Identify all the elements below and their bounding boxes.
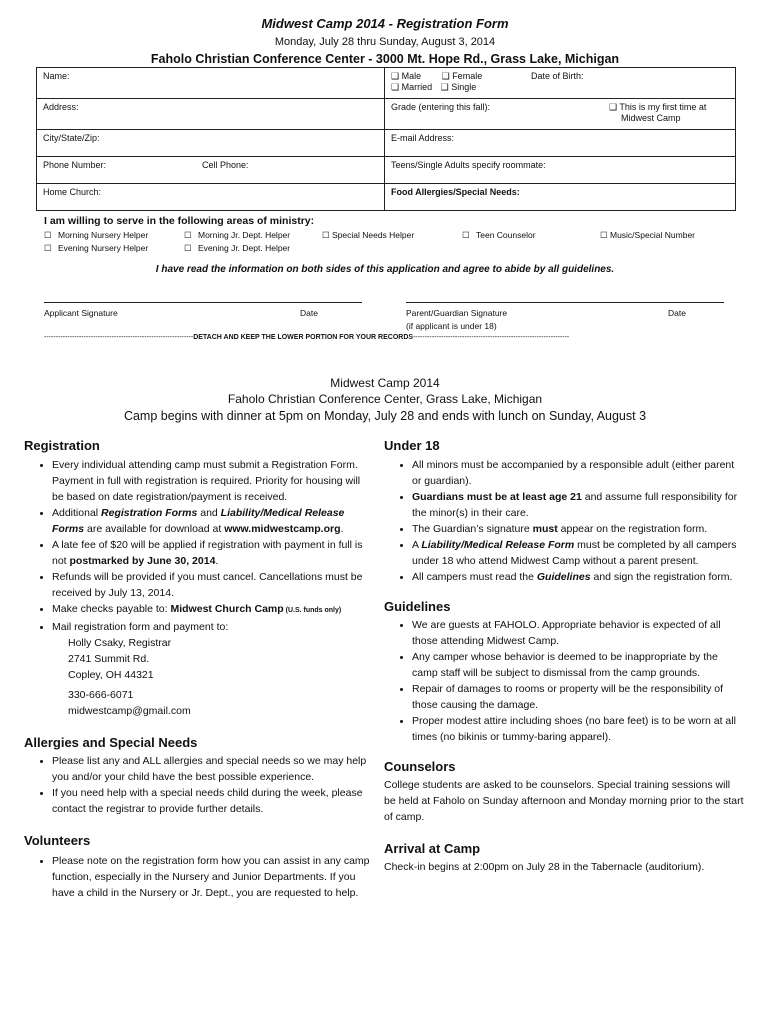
- grade-field[interactable]: Grade (entering this fall): ❑ This is my first time at Midwest Camp: [385, 99, 736, 130]
- parent-signature-line[interactable]: [406, 302, 724, 303]
- list-item: • All campers must read the Guidelines and sign the registration form.: [412, 569, 744, 585]
- list-item: • A Liability/Medical Release Form must be completed by all campers under 18 who attend Midwest Camp without a parent present.: [412, 537, 744, 569]
- counselors-heading: Counselors: [384, 759, 456, 774]
- list-item: • The Guardian’s signature must appear on the registration form.: [412, 521, 744, 537]
- agreement-statement: I have read the information on both sides of this application and agree to abide by all guidelines.: [155, 264, 615, 275]
- applicant-signature-label: Applicant Signature: [44, 308, 118, 318]
- guidelines-heading: Guidelines: [384, 599, 451, 614]
- under18-heading: Under 18: [384, 438, 440, 453]
- volunteers-heading: Volunteers: [24, 833, 91, 848]
- list-item: • Guardians must be at least age 21 and assume full responsibility for the minor(s) in their care.: [412, 489, 744, 521]
- camp-dates: Monday, July 28 thru Sunday, August 3, 2014: [274, 36, 496, 48]
- male-checkbox[interactable]: ❑ Male: [391, 71, 422, 81]
- single-checkbox[interactable]: ❑ Single: [440, 82, 477, 92]
- teen-counselor-checkbox[interactable]: ☐ Teen Counselor: [462, 230, 536, 240]
- serve-heading: I am willing to serve in the following areas of ministry:: [44, 215, 315, 227]
- applicant-signature-line[interactable]: [44, 302, 362, 303]
- first-time-checkbox[interactable]: ❑ This is my first time at Midwest Camp: [609, 102, 707, 123]
- cell-phone-field[interactable]: Cell Phone:: [202, 160, 249, 170]
- roommate-field[interactable]: Teens/Single Adults specify roommate:: [385, 157, 736, 184]
- detach-line: ----------------------------------------------------------------DETACH AND KEEP THE LOWER PORTION FOR YOUR RECORDS-------------------------------------------------------------------: [44, 334, 570, 341]
- phone-field[interactable]: Phone Number: Cell Phone:: [37, 157, 385, 184]
- name-field[interactable]: Name:: [37, 68, 385, 99]
- list-item: • We are guests at FAHOLO. Appropriate behavior is expected of all those attending Midwest Camp.: [412, 617, 744, 649]
- list-item: • Please note on the registration form how you can assist in any camp function, especially in the Nursery and Junior Departments. If you have a child in the Nursery or Jr. Dept., you are requested to help.: [52, 853, 372, 901]
- venue-address: Faholo Christian Conference Center - 3000 Mt. Hope Rd., Grass Lake, Michigan: [150, 52, 620, 66]
- music-checkbox[interactable]: ☐ Music/Special Number: [600, 230, 696, 240]
- address-field[interactable]: Address:: [37, 99, 385, 130]
- parent-signature-label: Parent/Guardian Signature: [406, 308, 508, 318]
- list-item: • Any camper whose behavior is deemed to be inappropriate by the camp staff will be subject to dismissal from the camp grounds.: [412, 649, 744, 681]
- registrar-email[interactable]: midwestcamp@gmail.com: [68, 705, 191, 717]
- applicant-date-label: Date: [300, 308, 318, 318]
- website-link[interactable]: www.midwestcamp.org: [224, 523, 341, 535]
- list-item: • Make checks payable to: Midwest Church Camp (U.S. funds only): [52, 601, 372, 619]
- morning-jr-checkbox[interactable]: ☐ Morning Jr. Dept. Helper: [184, 230, 291, 240]
- info-venue: Faholo Christian Conference Center, Grass Lake, Michigan: [227, 392, 543, 406]
- registration-heading: Registration: [24, 438, 100, 453]
- list-item: • Additional Registration Forms and Liability/Medical Release Forms are available for download at www.midwestcamp.org.: [52, 505, 372, 537]
- dob-field[interactable]: Date of Birth:: [531, 71, 584, 81]
- evening-jr-checkbox[interactable]: ☐ Evening Jr. Dept. Helper: [184, 243, 291, 253]
- city-state-zip-field[interactable]: City/State/Zip:: [37, 130, 385, 157]
- list-item: • Please list any and ALL allergies and special needs so we may help you and/or your child have the best possible experience.: [52, 753, 372, 785]
- home-church-field[interactable]: Home Church:: [37, 184, 385, 211]
- list-item: • If you need help with a special needs child during the week, please contact the registrar to provide further details.: [52, 785, 372, 817]
- list-item: • Mail registration form and payment to:: [52, 619, 372, 635]
- list-item: • Every individual attending camp must submit a Registration Form. Payment in full with registration is required. Priority for housing will be based on date registration/payment is received.: [52, 457, 372, 505]
- right-column: [384, 438, 744, 875]
- allergies-heading: Allergies and Special Needs: [24, 735, 198, 750]
- special-needs-checkbox[interactable]: ☐ Special Needs Helper: [322, 230, 415, 240]
- info-schedule: Camp begins with dinner at 5pm on Monday, July 28 and ends with lunch on Sunday, August 3: [123, 409, 647, 423]
- evening-nursery-checkbox[interactable]: ☐ Evening Nursery Helper: [44, 243, 149, 253]
- registration-form-table: [36, 67, 736, 211]
- list-item: • Repair of damages to rooms or property will be the responsibility of those causing the damage.: [412, 681, 744, 713]
- left-column: [24, 438, 372, 901]
- morning-nursery-checkbox[interactable]: ☐ Morning Nursery Helper: [44, 230, 149, 240]
- list-item: • All minors must be accompanied by a responsible adult (either parent or guardian).: [412, 457, 744, 489]
- arrival-heading: Arrival at Camp: [384, 841, 481, 856]
- married-checkbox[interactable]: ❑ Married: [391, 82, 433, 92]
- list-item: • Refunds will be provided if you must cancel. Cancellations must be received by July 13, 2014.: [52, 569, 372, 601]
- email-field[interactable]: E-mail Address:: [385, 130, 736, 157]
- parent-signature-note: (if applicant is under 18): [406, 321, 497, 331]
- mailing-address: Holly Csaky, Registrar 2741 Summit Rd. Copley, OH 44321 330-666-6071 midwestcamp@gmail.com: [24, 635, 372, 719]
- list-item: • Proper modest attire including shoes (no bare feet) is to be worn at all times (no bikinis or tummy-baring apparel).: [412, 713, 744, 745]
- form-title: Midwest Camp 2014 - Registration Form: [261, 16, 509, 31]
- arrival-text: Check-in begins at 2:00pm on July 28 in the Tabernacle (auditorium).: [384, 861, 705, 873]
- info-title: Midwest Camp 2014: [330, 376, 440, 390]
- food-allergies-field[interactable]: Food Allergies/Special Needs:: [385, 184, 736, 211]
- counselors-text: College students are asked to be counselors. Special training sessions will be held at Faholo on Sunday afternoon and Monday morning prior to the start of camp.: [384, 779, 744, 823]
- female-checkbox[interactable]: ❑ Female: [441, 71, 483, 81]
- list-item: • A late fee of $20 will be applied if registration with payment in full is not postmarked by June 30, 2014.: [52, 537, 372, 569]
- parent-date-label: Date: [668, 308, 686, 318]
- gender-status-cell: [385, 68, 736, 99]
